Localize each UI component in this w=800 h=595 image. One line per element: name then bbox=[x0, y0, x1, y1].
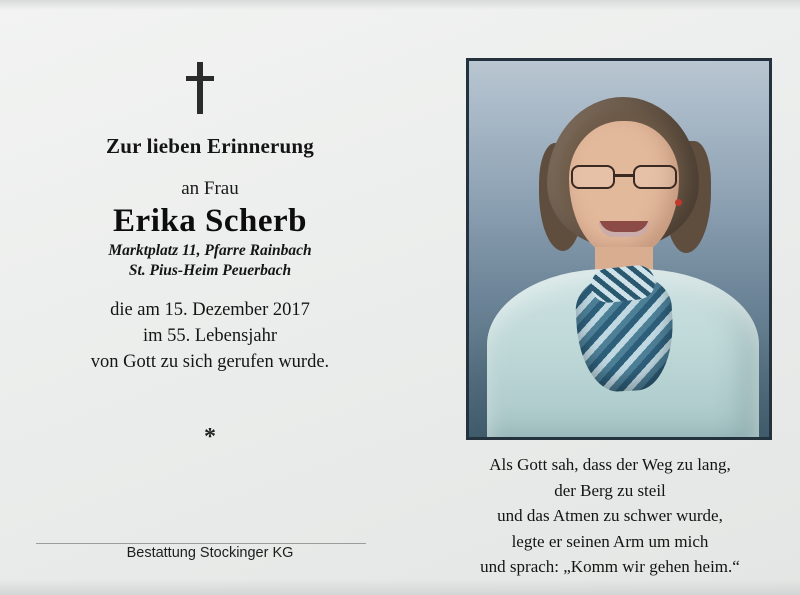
glasses-right-lens bbox=[633, 165, 677, 189]
deceased-name: Erika Scherb bbox=[113, 203, 307, 239]
portrait-photo-frame bbox=[466, 58, 772, 440]
death-date-line: die am 15. Dezember 2017 bbox=[110, 300, 310, 320]
verse-line-5: und sprach: „Komm wir gehen heim.“ bbox=[480, 557, 740, 576]
portrait-photo bbox=[469, 61, 769, 437]
asterisk-ornament: * bbox=[204, 424, 216, 450]
verse-line-2: der Berg zu steil bbox=[554, 480, 666, 500]
relation-line: an Frau bbox=[181, 178, 239, 199]
glasses-left-lens bbox=[571, 165, 615, 189]
death-details bbox=[0, 297, 420, 375]
death-age-line: im 55. Lebensjahr bbox=[142, 326, 278, 346]
glasses-icon bbox=[567, 165, 683, 191]
memoriam-heading: Zur lieben Erinnerung bbox=[105, 134, 315, 158]
cross-horizontal-bar bbox=[186, 76, 214, 81]
verse-line-4: legte er seinen Arm um mich bbox=[511, 531, 709, 551]
verse-line-1: Als Gott sah, dass der Weg zu lang, bbox=[489, 455, 731, 474]
address-line-2: St. Pius-Heim Peuerbach bbox=[128, 262, 292, 279]
funeral-home-footer: Bestattung Stockinger KG bbox=[126, 545, 294, 561]
death-closing-line: von Gott zu sich gerufen wurde. bbox=[90, 352, 330, 372]
cross-icon bbox=[186, 62, 214, 114]
glasses-bridge bbox=[615, 174, 633, 177]
address-line-1: Marktplatz 11, Pfarre Rainbach bbox=[108, 242, 312, 259]
right-panel bbox=[420, 0, 800, 595]
memorial-verse bbox=[420, 452, 800, 580]
verse-line-3: und das Atmen zu schwer wurde, bbox=[497, 506, 723, 525]
footer-divider bbox=[36, 543, 366, 544]
cross-vertical-bar bbox=[197, 62, 203, 114]
earring bbox=[675, 199, 682, 206]
